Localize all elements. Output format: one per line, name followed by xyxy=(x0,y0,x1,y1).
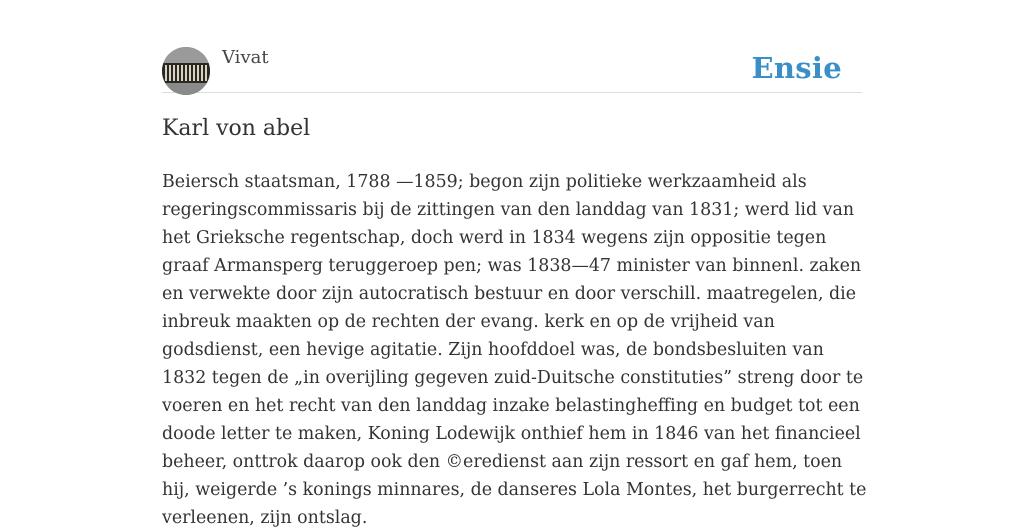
article-body: Beiersch staatsman, 1788 —1859; begon zijn politieke werkzaamheid als regeringscommissaris bij de zittingen van den landdag van 1831; werd lid van het Grieksche regentschap, doch werd in 1834 wegens zijn oppositie tegen graaf Armansperg teruggeroep pen; was 1838—47 minister van binnenl. zaken en verwekte door zijn autocratisch bestuur en door verschill. maatregelen, die inbreuk maakten op de rechten der evang. kerk en op de vrijheid van godsdienst, een hevige agitatie. Zijn hoofddoel was, de bondsbesluiten van 1832 tegen de „in overijling gegeven zuid-Duitsche constituties” streng door te voeren en het recht van den landdag inzake belastingheffing en budget tot een doode letter te maken, Koning Lodewijk onthief hem in 1846 van het financieel beheer, onttrok daarop ook den ©eredienst aan zijn ressort en gaf hem, toen hij, weigerde ’s konings minnares, de danseres Lola Montes, het burgerrecht te verleenen, zijn ontslag. xyxy=(162,172,867,528)
source-name[interactable]: Vivat xyxy=(222,47,269,68)
brand-logo[interactable]: Ensie xyxy=(751,51,842,85)
page-header xyxy=(162,46,862,93)
source-avatar[interactable] xyxy=(162,47,210,95)
article-title: Karl von abel xyxy=(162,116,311,141)
book-shelf-icon xyxy=(162,47,210,95)
